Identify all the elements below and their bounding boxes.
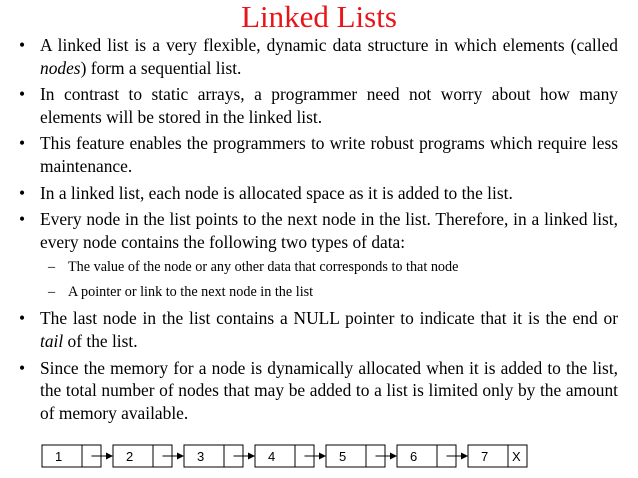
- bullet-text-1b: ) form a sequential list.: [80, 57, 242, 78]
- node-label: 3: [197, 449, 205, 464]
- bullet-item-5: [0, 208, 638, 253]
- bullet-text-1-emphasis: nodes: [40, 57, 81, 78]
- bullet-marker: •: [19, 182, 26, 203]
- bullet-item-4: [0, 182, 638, 205]
- node-label: 4: [268, 449, 276, 464]
- list-node-6: [397, 445, 467, 467]
- bullet-text-3: This feature enables the programmers to write robust programs which require less maintenance.: [40, 133, 618, 176]
- sub-bullet-text-1: The value of the node or any other data that corresponds to that node: [68, 259, 459, 276]
- bullet-marker: •: [19, 84, 26, 105]
- dash-marker: –: [48, 259, 56, 276]
- list-node-1: [42, 445, 112, 467]
- node-label: 7: [481, 449, 489, 464]
- bullet-item-3: [0, 132, 638, 177]
- bullet-text-1a: A linked list is a very flexible, dynamic data structure in which elements (called: [40, 35, 618, 55]
- sub-bullet-item-2: [0, 282, 638, 302]
- list-node-4: [255, 445, 325, 467]
- list-node-7: [468, 445, 527, 467]
- bullet-item-7: [0, 357, 638, 425]
- list-node-2: [113, 445, 183, 467]
- page-title: Linked Lists: [241, 0, 397, 34]
- bullet-marker: •: [19, 209, 26, 230]
- bullet-marker: •: [19, 133, 26, 154]
- list-node-5: [326, 445, 396, 467]
- bullet-item-1: [0, 34, 638, 79]
- bullet-marker: •: [19, 35, 26, 55]
- bullet-text-2: In contrast to static arrays, a programmer need not worry about how many elements will be stored in the linked list.: [40, 84, 618, 127]
- bullet-text-6a: The last node in the list contains a NULL pointer to indicate that it is the end or: [40, 308, 618, 329]
- bullet-item-6: [0, 307, 638, 352]
- sub-bullet-text-2: A pointer or link to the next node in the list: [68, 284, 314, 301]
- null-marker: X: [512, 449, 521, 464]
- bullet-text-7: Since the memory for a node is dynamically allocated when it is added to the list, the total number of nodes that may be added to a list is limited only by the amount of memory available.: [40, 357, 618, 423]
- sub-bullet-item-1: [0, 257, 638, 277]
- bullet-marker: •: [19, 308, 26, 329]
- dash-marker: –: [48, 284, 56, 301]
- bullet-text-5: Every node in the list points to the next node in the list. Therefore, in a linked list, every node contains the following two types of data:: [40, 209, 618, 252]
- node-label: 1: [55, 449, 63, 464]
- node-label: 2: [126, 449, 134, 464]
- bullet-text-6b: of the list.: [63, 330, 138, 351]
- bullet-text-6-emphasis: tail: [40, 330, 64, 351]
- bullet-marker: •: [19, 357, 26, 378]
- bullet-item-2: [0, 83, 638, 128]
- node-label: 5: [339, 449, 347, 464]
- bullet-text-4: In a linked list, each node is allocated space as it is added to the list.: [40, 182, 513, 203]
- list-node-3: [184, 445, 254, 467]
- linked-list-diagram-svg: [41, 444, 561, 468]
- node-label: 6: [410, 449, 418, 464]
- linked-list-diagram: [41, 444, 561, 468]
- bullet-list: [0, 34, 638, 428]
